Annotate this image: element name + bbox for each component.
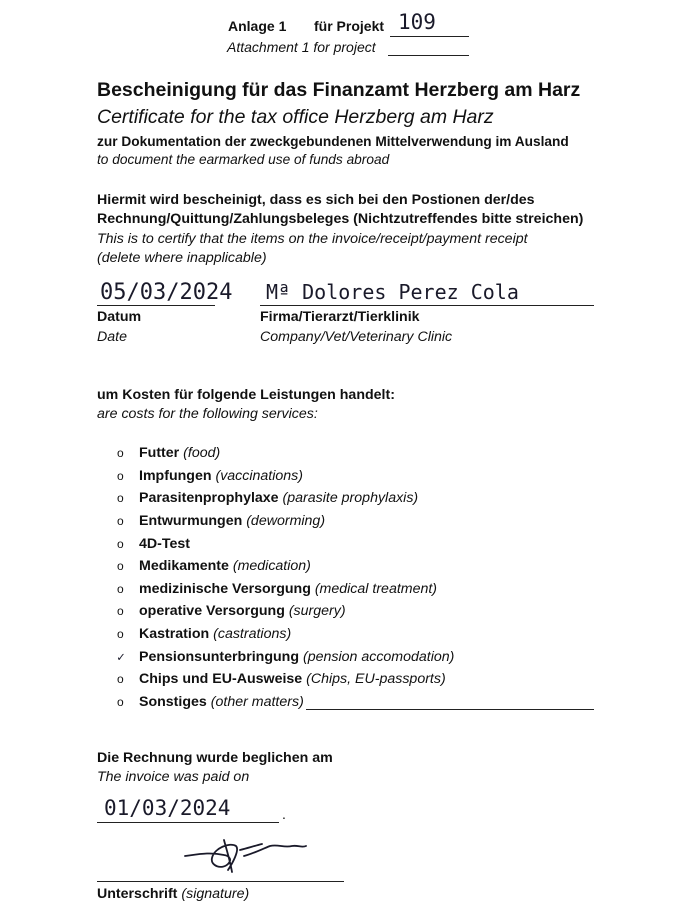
- service-label-de: medizinische Versorgung: [139, 581, 311, 597]
- signature-scribble: [180, 828, 310, 878]
- checkbox-icon[interactable]: o: [117, 582, 124, 596]
- subtitle-en: to document the earmarked use of funds abroad: [97, 152, 390, 167]
- title-de: Bescheinigung für das Finanzamt Herzberg am Harz: [97, 79, 581, 101]
- service-item-chips-eu-passports[interactable]: [117, 671, 446, 687]
- payment-date-value[interactable]: 01/03/2024: [104, 796, 231, 820]
- service-item-castrations[interactable]: [117, 626, 291, 642]
- service-label-en: (pension accomodation): [302, 649, 455, 665]
- project-label: für Projekt: [314, 18, 385, 34]
- service-item-food[interactable]: [117, 445, 220, 461]
- service-label-de: Sonstiges: [139, 694, 207, 710]
- annex-label: Anlage 1: [228, 18, 287, 34]
- service-item-medical-treatment[interactable]: [117, 581, 437, 597]
- project-en-line: [388, 55, 469, 56]
- checkbox-icon[interactable]: o: [117, 491, 124, 505]
- checkbox-icon[interactable]: o: [117, 695, 124, 709]
- certify-en-1: This is to certify that the items on the invoice/receipt/payment receipt: [97, 231, 528, 247]
- service-label-en: (other matters): [210, 694, 304, 710]
- company-label-de: Firma/Tierarzt/Tierklinik: [260, 309, 420, 325]
- service-label-de: Medikamente: [139, 558, 229, 574]
- service-label-en: (surgery): [288, 603, 346, 619]
- date-label-de: Datum: [97, 309, 142, 325]
- company-field-line: [260, 305, 594, 306]
- service-label-en: (food): [183, 445, 221, 461]
- checkbox-icon[interactable]: o: [117, 559, 124, 573]
- services-intro-en: are costs for the following services:: [97, 406, 318, 422]
- service-label-en: (deworming): [246, 513, 326, 529]
- checkmark-icon[interactable]: ✓: [117, 650, 125, 665]
- service-label-en: (vaccinations): [215, 468, 303, 484]
- certify-de-2: Rechnung/Quittung/Zahlungsbeleges (Nichtzutreffendes bitte streichen): [97, 211, 584, 227]
- service-item-vaccinations[interactable]: [117, 468, 303, 484]
- payment-period: .: [282, 806, 286, 822]
- services-intro-de: um Kosten für folgende Leistungen handelt:: [97, 387, 395, 403]
- checkbox-icon[interactable]: o: [117, 537, 124, 551]
- date-field-line: [97, 305, 215, 306]
- checkbox-icon[interactable]: o: [117, 446, 124, 460]
- date-label-en: Date: [97, 329, 127, 345]
- service-label-en: (castrations): [213, 626, 292, 642]
- signature-line: [97, 881, 344, 882]
- service-item-4d-test[interactable]: [117, 536, 190, 552]
- checkbox-icon[interactable]: o: [117, 469, 124, 483]
- service-item-surgery[interactable]: [117, 603, 346, 619]
- service-label-de: Impfungen: [139, 468, 212, 484]
- service-label-de: Chips und EU-Ausweise: [139, 671, 303, 687]
- service-label-de: Entwurmungen: [139, 513, 243, 529]
- service-label-de: Kastration: [139, 626, 210, 642]
- checkbox-icon[interactable]: o: [117, 627, 124, 641]
- service-item-pension-accomodation[interactable]: [117, 649, 454, 665]
- payment-label-en: The invoice was paid on: [97, 769, 250, 785]
- title-en: Certificate for the tax office Herzberg am Harz: [97, 106, 494, 128]
- subtitle-de: zur Dokumentation der zweckgebundenen Mittelverwendung im Ausland: [97, 134, 569, 149]
- date-field-value[interactable]: 05/03/2024: [100, 280, 233, 305]
- service-item-other-matters[interactable]: [117, 694, 304, 710]
- payment-label-de: Die Rechnung wurde beglichen am: [97, 750, 333, 766]
- service-label-en: (Chips, EU-passports): [306, 671, 446, 687]
- service-label-en: (medication): [232, 558, 311, 574]
- company-label-en: Company/Vet/Veterinary Clinic: [260, 329, 453, 345]
- signature-label-de: Unterschrift: [97, 886, 178, 902]
- service-label-de: operative Versorgung: [139, 603, 285, 619]
- company-field-value[interactable]: Mª Dolores Perez Cola: [266, 280, 519, 304]
- service-item-medication[interactable]: [117, 558, 311, 574]
- annex-en: Attachment 1 for project: [227, 39, 376, 55]
- service-label-de: 4D-Test: [139, 536, 190, 552]
- other-matters-line[interactable]: [306, 709, 594, 710]
- service-label-de: Parasitenprophylaxe: [139, 490, 279, 506]
- service-label-en: (medical treatment): [314, 581, 438, 597]
- checkbox-icon[interactable]: o: [117, 514, 124, 528]
- checkbox-icon[interactable]: o: [117, 672, 124, 686]
- project-number[interactable]: 109: [398, 10, 436, 34]
- project-number-line: [390, 36, 469, 37]
- checkbox-icon[interactable]: o: [117, 604, 124, 618]
- service-item-deworming[interactable]: [117, 513, 325, 529]
- service-item-parasite-prophylaxis[interactable]: [117, 490, 418, 506]
- signature-label: [97, 886, 249, 902]
- payment-date-line: [97, 822, 279, 823]
- service-label-en: (parasite prophylaxis): [282, 490, 419, 506]
- service-label-de: Pensionsunterbringung: [139, 649, 300, 665]
- signature-label-en: (signature): [181, 886, 250, 902]
- certify-en-2: (delete where inapplicable): [97, 250, 267, 266]
- certify-de-1: Hiermit wird bescheinigt, dass es sich bei den Postionen der/des: [97, 192, 535, 208]
- service-label-de: Futter: [139, 445, 180, 461]
